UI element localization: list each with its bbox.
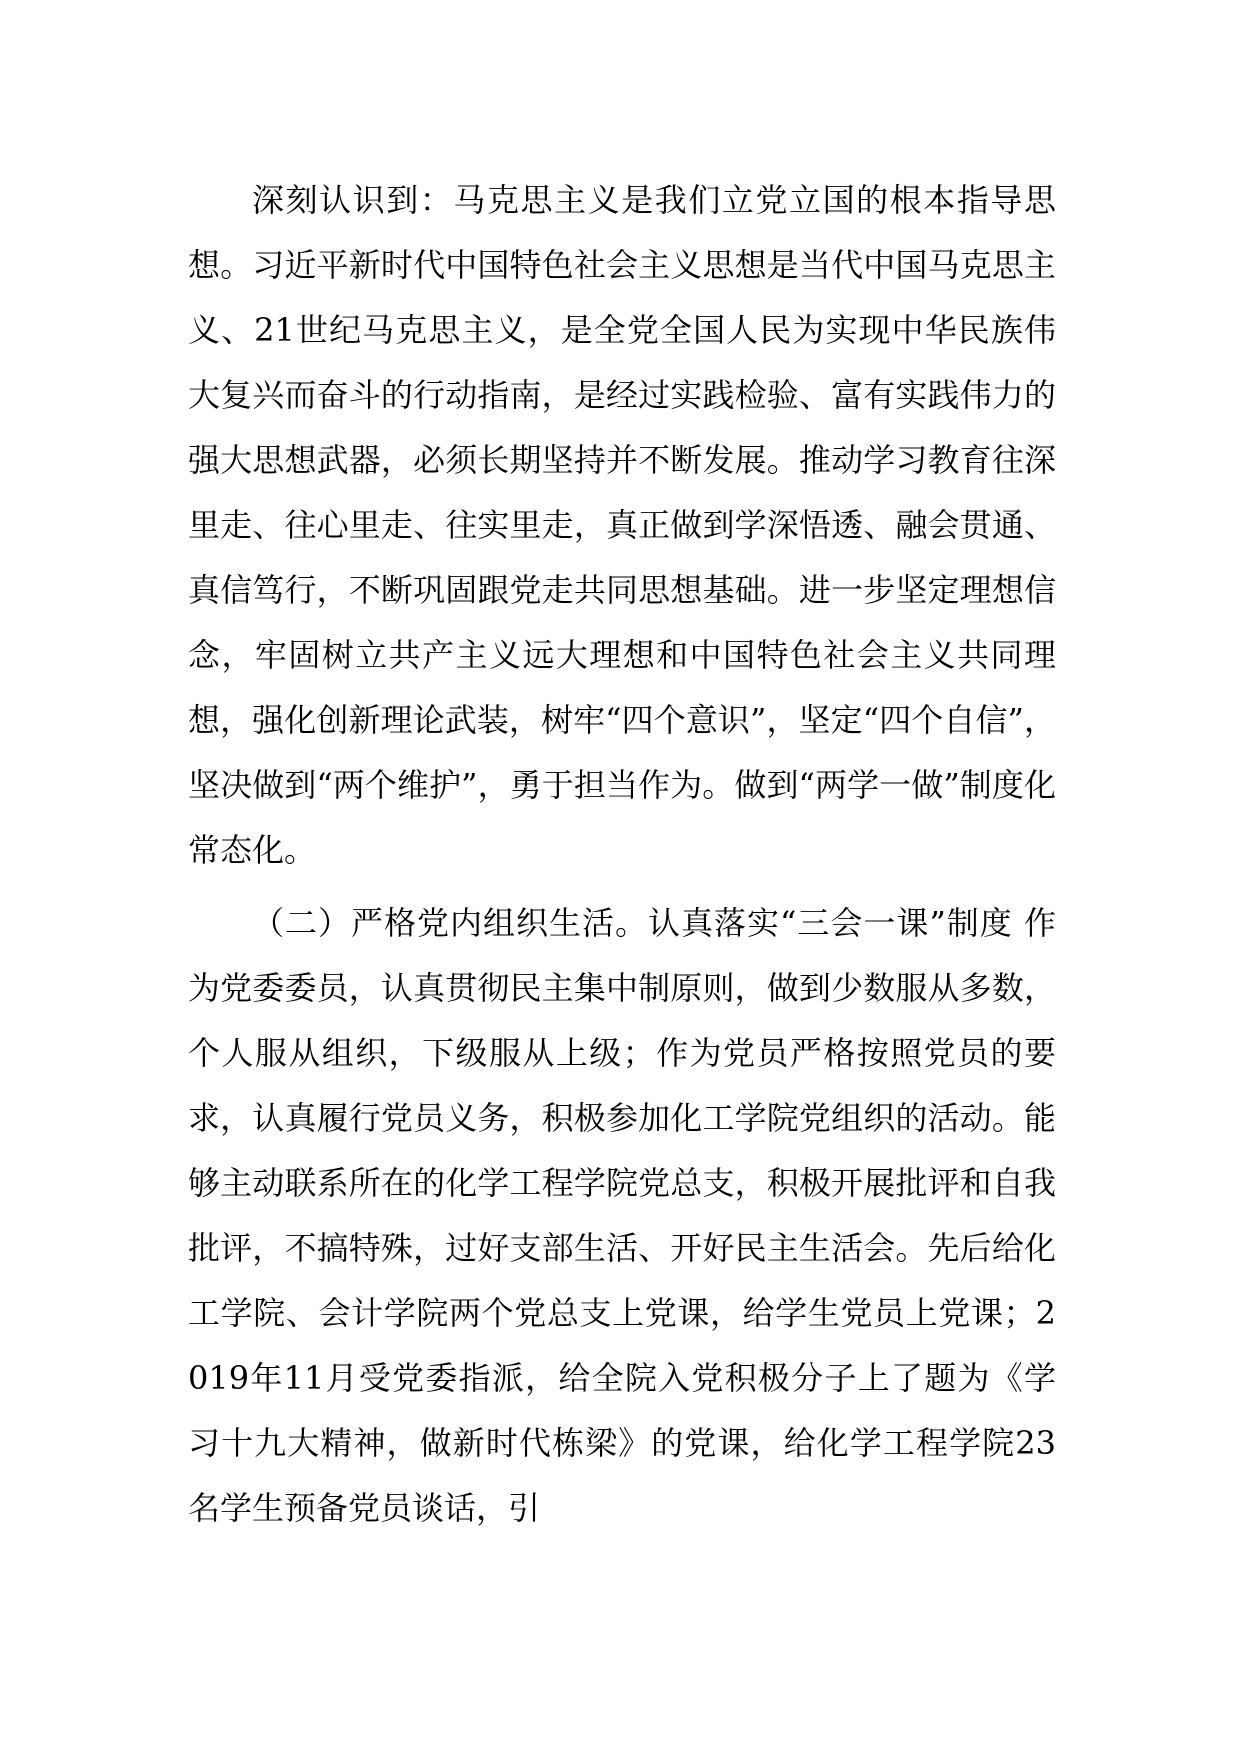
paragraph-theory-study: 深刻认识到：马克思主义是我们立党立国的根本指导思想。习近平新时代中国特色社会主义思想是当代中国马克思主义、21世纪马克思主义，是全党全国人民为实现中华民族伟大复兴而奋斗的行动指南，是经过实践检验、富有实践伟力的强大思想武器，必须长期坚持并不断发展。推动学习教育往深里走、往心里走、往实里走，真正做到学深悟透、融会贯通、真信笃行，不断巩固跟党走共同思想基础。进一步坚定理想信念，牢固树立共产主义远大理想和中国特色社会主义共同理想，强化创新理论武装，树牢“四个意识”，坚定“四个自信”，坚决做到“两个维护”，勇于担当作为。做到“两学一做”制度化常态化。 bbox=[188, 181, 1056, 869]
document-body bbox=[188, 168, 1056, 1541]
paragraph-organizational-life: （二）严格党内组织生活。认真落实“三会一课”制度 作为党委委员，认真贯彻民主集中制原则，做到少数服从多数，个人服从组织，下级服从上级；作为党员严格按照党员的要求，认真履行党员义务，积极参加化工学院党组织的活动。能够主动联系所在的化学工程学院党总支，积极开展批评和自我批评，不搞特殊，过好支部生活、开好民主生活会。先后给化工学院、会计学院两个党总支上党课，给学生党员上党课；2019年11月受党委指派，给全院入党积极分子上了题为《学习十九大精神，做新时代栋梁》的党课，给化学工程学院23名学生预备党员谈话，引 bbox=[188, 904, 1056, 1527]
